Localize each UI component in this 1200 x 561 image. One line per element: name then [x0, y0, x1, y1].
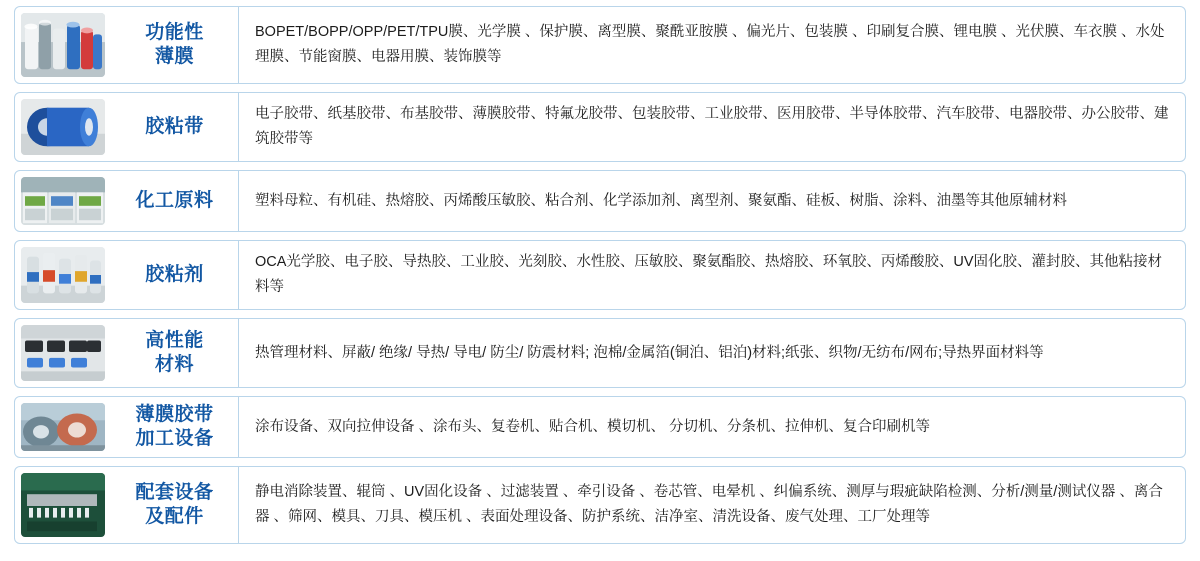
description-cell [239, 319, 1185, 387]
description-cell [239, 171, 1185, 231]
category-text: 高性能 材料 [145, 329, 204, 375]
table-row [14, 240, 1186, 310]
description-cell [239, 241, 1185, 309]
category-label [111, 7, 239, 83]
description-cell [239, 7, 1185, 83]
category-text: 薄膜胶带 加工设备 [135, 403, 214, 449]
category-text: 胶粘剂 [145, 263, 204, 285]
table-row [14, 170, 1186, 232]
description-cell [239, 397, 1185, 457]
description-text: 塑料母粒、有机硅、热熔胶、丙烯酸压敏胶、粘合剂、化学添加剂、离型剂、聚氨酯、硅板、树脂、涂料、油墨等其他原辅材料 [255, 192, 1067, 209]
category-label [111, 93, 239, 161]
table-row [14, 466, 1186, 544]
coating-machine-photo [21, 403, 105, 451]
table-row [14, 6, 1186, 84]
table-row [14, 318, 1186, 388]
description-text: BOPET/BOPP/OPP/PET/TPU膜、光学膜 、保护膜、离型膜、聚酰亚胺膜 、偏光片、包装膜 、印刷复合膜、锂电膜 、光伏膜、车衣膜 、水处理膜、节能窗膜、电器用膜、装饰膜等 [255, 24, 1165, 65]
category-text: 功能性 薄膜 [145, 21, 204, 67]
category-label [111, 397, 239, 457]
category-text: 配套设备 及配件 [135, 481, 214, 527]
chemical-raw-material-photo [21, 177, 105, 225]
description-text: 静电消除装置、辊筒 、UV固化设备 、过滤装置 、牵引设备 、卷芯管、电晕机 、纠偏系统、测厚与瑕疵缺陷检测、分析/测量/测试仪器 、离合器 、筛网、模具、刀具、模压机 、表面处理设备、防护系统、洁净室、清洗设备、废气处理、工厂处理等 [255, 484, 1163, 525]
thermal-pads-photo [21, 325, 105, 381]
category-label [111, 319, 239, 387]
description-text: 电子胶带、纸基胶带、布基胶带、薄膜胶带、特氟龙胶带、包装胶带、工业胶带、医用胶带、半导体胶带、汽车胶带、电器胶带、办公胶带、建筑胶带等 [255, 106, 1169, 147]
film-rolls-photo [21, 13, 105, 77]
adhesive-bottles-photo [21, 247, 105, 303]
description-text: 涂布设备、双向拉伸设备 、涂布头、复卷机、贴合机、模切机、 分切机、分条机、拉伸机、复合印刷机等 [255, 418, 931, 435]
table-row [14, 396, 1186, 458]
category-label [111, 171, 239, 231]
category-text: 化工原料 [135, 189, 214, 211]
category-label [111, 467, 239, 543]
category-text: 胶粘带 [145, 115, 204, 137]
description-text: 热管理材料、屏蔽/ 绝缘/ 导热/ 导电/ 防尘/ 防震材料; 泡棉/金属箔(铜泊、铝泊)材料;纸张、织物/无纺布/网布;导热界面材料等 [255, 344, 1044, 361]
equipment-parts-photo [21, 473, 105, 537]
category-label [111, 241, 239, 309]
blue-tape-roll-photo [21, 99, 105, 155]
table-row [14, 92, 1186, 162]
description-text: OCA光学胶、电子胶、导热胶、工业胶、光刻胶、水性胶、压敏胶、聚氨酯胶、热熔胶、环氧胶、丙烯酸胶、UV固化胶、灌封胶、其他粘接材料等 [255, 254, 1163, 295]
description-cell [239, 93, 1185, 161]
description-cell [239, 467, 1185, 543]
